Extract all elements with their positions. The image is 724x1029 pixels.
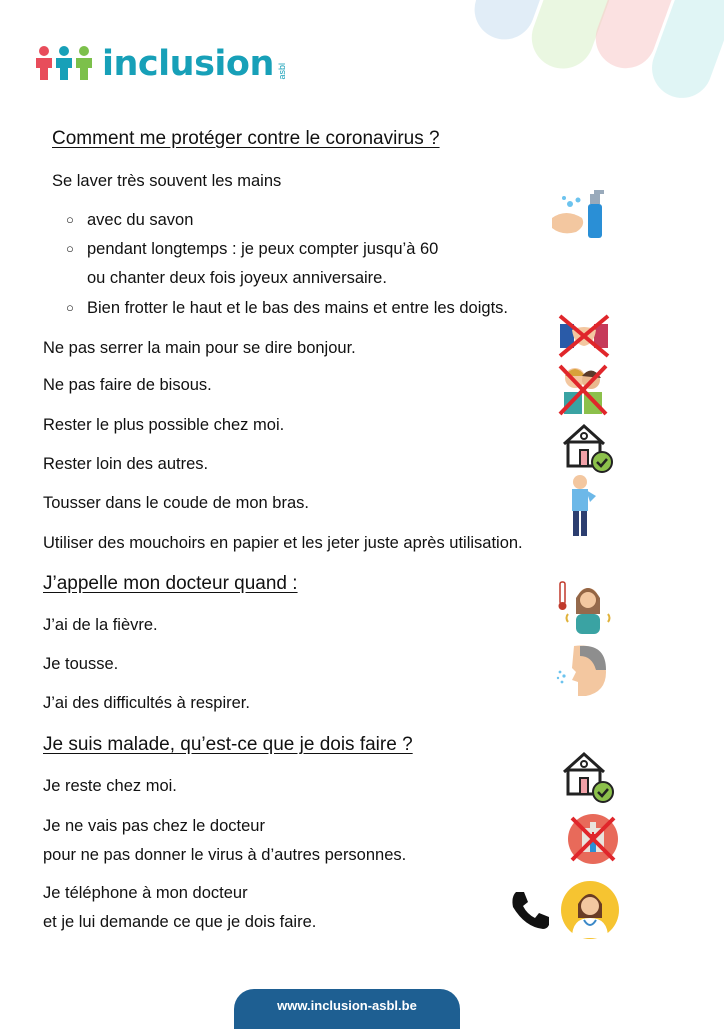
sick-advice-line: Je téléphone à mon docteur: [43, 884, 248, 902]
sick-advice-line: et je lui demande ce que je dois faire.: [43, 913, 317, 931]
no-hospital-icon: [566, 812, 620, 866]
website-link-button[interactable]: www.inclusion-asbl.be: [234, 989, 460, 1029]
advice-line: Ne pas serrer la main pour se dire bonjour.: [43, 339, 356, 357]
symptom-line: J’ai de la fièvre.: [43, 616, 158, 634]
advice-line: Utiliser des mouchoirs en papier et les jeter juste après utilisation.: [43, 534, 523, 552]
section-title-sick: Je suis malade, qu’est-ce que je dois faire ?: [43, 734, 413, 755]
advice-line: Rester le plus possible chez moi.: [43, 416, 285, 434]
logo-people-icon: [34, 44, 96, 82]
advice-line: Rester loin des autres.: [43, 455, 209, 473]
no-handshake-icon: [556, 312, 612, 360]
home-check-icon: [560, 422, 614, 474]
bullet-item: pendant longtemps : je peux compter jusqu’à 60: [87, 240, 439, 258]
logo-text: inclusion: [102, 44, 274, 84]
advice-line: Tousser dans le coude de mon bras.: [43, 494, 309, 512]
bullet-marker: ○: [66, 212, 74, 227]
phone-icon: [510, 888, 552, 930]
symptom-line: J’ai des difficultés à respirer.: [43, 694, 250, 712]
sick-advice-line: pour ne pas donner le virus à d’autres personnes.: [43, 846, 407, 864]
cough-elbow-icon: [566, 474, 600, 538]
bullet-marker: ○: [66, 300, 74, 315]
sick-advice-line: Je ne vais pas chez le docteur: [43, 817, 265, 835]
doctor-icon: [560, 880, 620, 940]
inclusion-logo[interactable]: [34, 44, 287, 82]
handwash-icon: [550, 188, 606, 240]
advice-line: Ne pas faire de bisous.: [43, 376, 212, 394]
logo-subtext: asbl: [276, 63, 287, 80]
intro-text: Se laver très souvent les mains: [52, 172, 282, 190]
fever-icon: [556, 578, 614, 636]
home-check-icon: [560, 750, 616, 804]
bullet-item: Bien frotter le haut et le bas des mains et entre les doigts.: [87, 299, 508, 317]
bullet-item: avec du savon: [87, 211, 194, 229]
bullet-item-continued: ou chanter deux fois joyeux anniversaire.: [87, 269, 387, 287]
symptom-line: Je tousse.: [43, 655, 119, 673]
section-title-protect: Comment me protéger contre le coronavirus ?: [52, 128, 440, 149]
sick-advice-line: Je reste chez moi.: [43, 777, 177, 795]
bullet-marker: ○: [66, 241, 74, 256]
no-kiss-icon: [558, 362, 608, 416]
section-title-doctor: J’appelle mon docteur quand :: [43, 573, 298, 594]
cough-icon: [556, 642, 612, 698]
